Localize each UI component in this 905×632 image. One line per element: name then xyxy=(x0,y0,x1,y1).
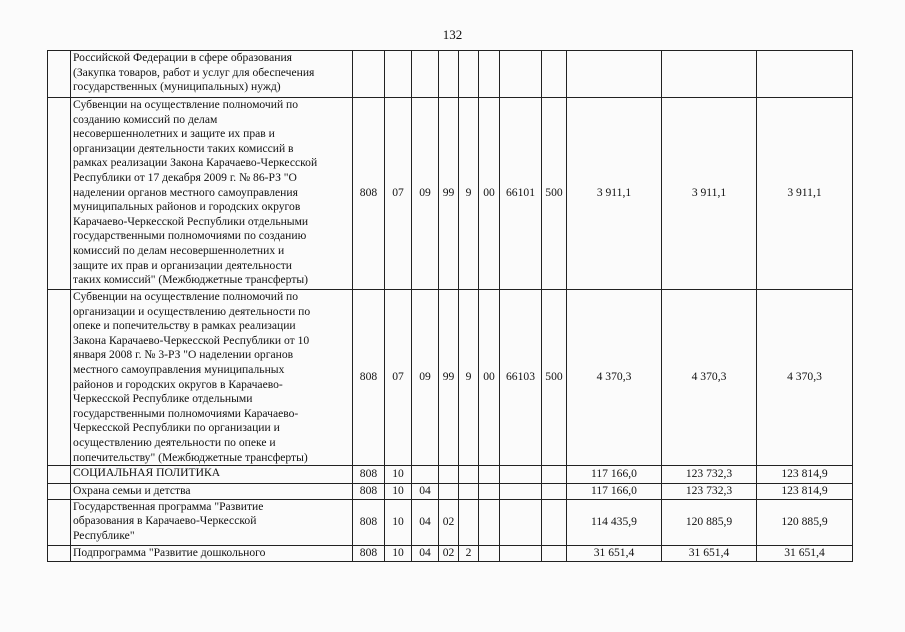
amount-year-2-cell: 4 370,3 xyxy=(662,290,757,466)
code-pr-cell: 04 xyxy=(412,499,439,545)
code-pr-cell xyxy=(412,51,439,98)
code-event-cell xyxy=(479,545,500,561)
code-direction-cell xyxy=(500,545,542,561)
code-ved-cell xyxy=(353,51,385,98)
row-blank-cell xyxy=(48,51,71,98)
code-ved-cell: 808 xyxy=(353,290,385,466)
code-rz-cell xyxy=(385,51,412,98)
code-program-cell: 02 xyxy=(439,545,459,561)
row-blank-cell xyxy=(48,290,71,466)
table-row xyxy=(48,466,853,484)
code-expense-type-cell xyxy=(542,51,567,98)
code-direction-cell: 66103 xyxy=(500,290,542,466)
amount-year-1-cell: 114 435,9 xyxy=(567,499,662,545)
amount-year-1-cell: 4 370,3 xyxy=(567,290,662,466)
amount-year-3-cell: 3 911,1 xyxy=(757,98,853,290)
row-name-cell: СОЦИАЛЬНАЯ ПОЛИТИКА xyxy=(71,466,353,484)
code-rz-cell: 07 xyxy=(385,98,412,290)
code-subprogram-cell xyxy=(459,466,479,484)
code-expense-type-cell: 500 xyxy=(542,98,567,290)
row-name-cell: Субвенции на осуществление полномочий по созданию комиссий по делам несовершеннолетних и защите их прав и организации деятельности таких комиссий в рамках реализации Закона Карачаево-Черкесской Республики от 17 декабря 2009 г. № 86-РЗ "О наделении органов местного самоуправления муниципальных районов и городских округов Карачаево-Черкесской Республики отдельными государственными полномочиями по созданию комиссий по делам несовершеннолетних и защите их прав и организации деятельности таких комиссий" (Межбюджетные трансферты) xyxy=(71,98,353,290)
amount-year-3-cell: 4 370,3 xyxy=(757,290,853,466)
budget-table xyxy=(47,50,853,562)
code-event-cell xyxy=(479,51,500,98)
code-direction-cell xyxy=(500,51,542,98)
code-program-cell xyxy=(439,484,459,500)
amount-year-2-cell: 31 651,4 xyxy=(662,545,757,561)
code-expense-type-cell xyxy=(542,545,567,561)
code-subprogram-cell: 9 xyxy=(459,98,479,290)
row-blank-cell xyxy=(48,484,71,500)
row-name-cell: Подпрограмма "Развитие дошкольного xyxy=(71,545,353,561)
amount-year-1-cell: 117 166,0 xyxy=(567,484,662,500)
code-ved-cell: 808 xyxy=(353,499,385,545)
page-number: 132 xyxy=(442,27,463,42)
code-rz-cell: 07 xyxy=(385,290,412,466)
code-pr-cell: 04 xyxy=(412,484,439,500)
table-row xyxy=(48,98,853,290)
amount-year-1-cell xyxy=(567,51,662,98)
amount-year-3-cell: 120 885,9 xyxy=(757,499,853,545)
code-subprogram-cell xyxy=(459,51,479,98)
code-event-cell xyxy=(479,499,500,545)
amount-year-2-cell xyxy=(662,51,757,98)
code-rz-cell: 10 xyxy=(385,466,412,484)
code-subprogram-cell: 9 xyxy=(459,290,479,466)
code-rz-cell: 10 xyxy=(385,484,412,500)
code-expense-type-cell xyxy=(542,499,567,545)
amount-year-1-cell: 31 651,4 xyxy=(567,545,662,561)
code-ved-cell: 808 xyxy=(353,98,385,290)
code-direction-cell xyxy=(500,466,542,484)
code-program-cell: 99 xyxy=(439,98,459,290)
row-blank-cell xyxy=(48,545,71,561)
code-direction-cell xyxy=(500,484,542,500)
code-expense-type-cell xyxy=(542,484,567,500)
amount-year-2-cell: 123 732,3 xyxy=(662,484,757,500)
amount-year-3-cell: 123 814,9 xyxy=(757,466,853,484)
code-pr-cell xyxy=(412,466,439,484)
amount-year-1-cell: 3 911,1 xyxy=(567,98,662,290)
amount-year-2-cell: 3 911,1 xyxy=(662,98,757,290)
code-expense-type-cell xyxy=(542,466,567,484)
row-blank-cell xyxy=(48,466,71,484)
code-event-cell: 00 xyxy=(479,290,500,466)
code-subprogram-cell xyxy=(459,499,479,545)
code-rz-cell: 10 xyxy=(385,499,412,545)
code-direction-cell xyxy=(500,499,542,545)
code-event-cell xyxy=(479,466,500,484)
row-name-cell: Государственная программа "Развитие образования в Карачаево-Черкесской Республике" xyxy=(71,499,353,545)
code-event-cell: 00 xyxy=(479,98,500,290)
code-program-cell: 99 xyxy=(439,290,459,466)
code-pr-cell: 04 xyxy=(412,545,439,561)
code-subprogram-cell: 2 xyxy=(459,545,479,561)
code-program-cell xyxy=(439,466,459,484)
row-name-cell: Российской Федерации в сфере образования (Закупка товаров, работ и услуг для обеспечения государственных (муниципальных) нужд) xyxy=(71,51,353,98)
amount-year-3-cell xyxy=(757,51,853,98)
code-ved-cell: 808 xyxy=(353,484,385,500)
code-ved-cell: 808 xyxy=(353,466,385,484)
code-ved-cell: 808 xyxy=(353,545,385,561)
amount-year-3-cell: 31 651,4 xyxy=(757,545,853,561)
amount-year-2-cell: 120 885,9 xyxy=(662,499,757,545)
code-pr-cell: 09 xyxy=(412,290,439,466)
table-row xyxy=(48,484,853,500)
code-direction-cell: 66101 xyxy=(500,98,542,290)
amount-year-3-cell: 123 814,9 xyxy=(757,484,853,500)
code-program-cell xyxy=(439,51,459,98)
row-name-cell: Субвенции на осуществление полномочий по организации и осуществлению деятельности по опеке и попечительству в рамках реализации Закона Карачаево-Черкесской Республики от 10 января 2008 г. № 3-РЗ "О наделении органов местного самоуправления муниципальных районов и городских округов в Карачаево- Черкесской Республике отдельными государственными полномочиями Карачаево- Черкесской Республики по организации и осуществлению деятельности по опеке и попечительству" (Межбюджетные трансферты) xyxy=(71,290,353,466)
code-expense-type-cell: 500 xyxy=(542,290,567,466)
amount-year-2-cell: 123 732,3 xyxy=(662,466,757,484)
row-name-cell: Охрана семьи и детства xyxy=(71,484,353,500)
code-pr-cell: 09 xyxy=(412,98,439,290)
amount-year-1-cell: 117 166,0 xyxy=(567,466,662,484)
table-row xyxy=(48,545,853,561)
table-row xyxy=(48,499,853,545)
code-program-cell: 02 xyxy=(439,499,459,545)
row-blank-cell xyxy=(48,499,71,545)
code-subprogram-cell xyxy=(459,484,479,500)
table-row xyxy=(48,51,853,98)
code-rz-cell: 10 xyxy=(385,545,412,561)
code-event-cell xyxy=(479,484,500,500)
row-blank-cell xyxy=(48,98,71,290)
table-row xyxy=(48,290,853,466)
